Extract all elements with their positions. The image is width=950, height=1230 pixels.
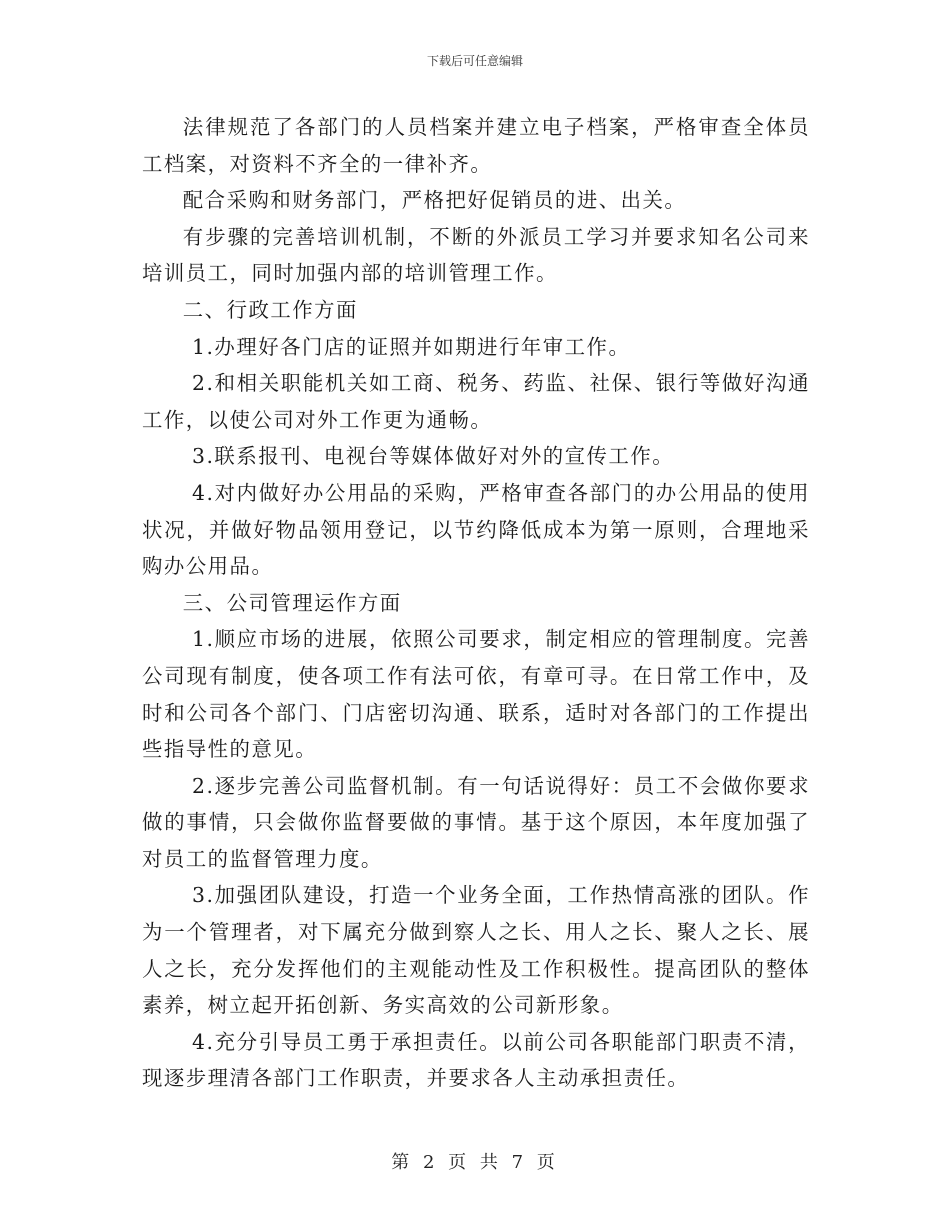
page-number-footer: 第 2 页 共 7 页 — [391, 1152, 559, 1173]
management-item-1: 1.顺应市场的进展，依照公司要求，制定相应的管理制度。完善公司现有制度，使各项工作有法可依，有章可寻。在日常工作中，及时和公司各个部门、门店密切沟通、联系，适时对各部门的工作提出些指导性的意见。 — [142, 627, 810, 762]
admin-item-1: 1.办理好各门店的证照并如期进行年审工作。 — [191, 334, 631, 359]
management-item-3: 3.加强团队建设，打造一个业务全面，工作热情高涨的团队。作为一个管理者，对下属充分做到察人之长、用人之长、聚人之长、展人之长，充分发挥他们的主观能动性及工作积极性。提高团队的整体素养，树立起开拓创新、务实高效的公司新形象。 — [142, 883, 810, 1018]
document-body — [142, 109, 810, 1097]
paragraph-archives: 法律规范了各部门的人员档案并建立电子档案，严格审查全体员工档案，对资料不齐全的一律补齐。 — [142, 115, 810, 176]
paragraph-promoters: 配合采购和财务部门，严格把好促销员的进、出关。 — [182, 188, 687, 213]
section-heading-management: 三、公司管理运作方面 — [182, 590, 402, 615]
admin-item-3: 3.联系报刊、电视台等媒体做好对外的宣传工作。 — [191, 444, 675, 469]
page-header: 下载后可任意编辑 — [426, 54, 523, 68]
admin-item-4: 4.对内做好办公用品的采购，严格审查各部门的办公用品的使用状况，并做好物品领用登记，以节约降低成本为第一原则，合理地采购办公用品。 — [142, 480, 810, 579]
admin-item-2: 2.和相关职能机关如工商、税务、药监、社保、银行等做好沟通工作，以使公司对外工作更为通畅。 — [142, 371, 810, 432]
management-item-2: 2.逐步完善公司监督机制。有一句话说得好：员工不会做你要求做的事情，只会做你监督要做的事情。基于这个原因，本年度加强了对员工的监督管理力度。 — [142, 773, 810, 871]
section-heading-admin: 二、行政工作方面 — [182, 297, 358, 322]
paragraph-training: 有步骤的完善培训机制，不断的外派员工学习并要求知名公司来培训员工，同时加强内部的培训管理工作。 — [142, 224, 810, 286]
management-item-4: 4.充分引导员工勇于承担责任。以前公司各职能部门职责不清，现逐步理清各部门工作职责，并要求各人主动承担责任。 — [142, 1029, 810, 1091]
